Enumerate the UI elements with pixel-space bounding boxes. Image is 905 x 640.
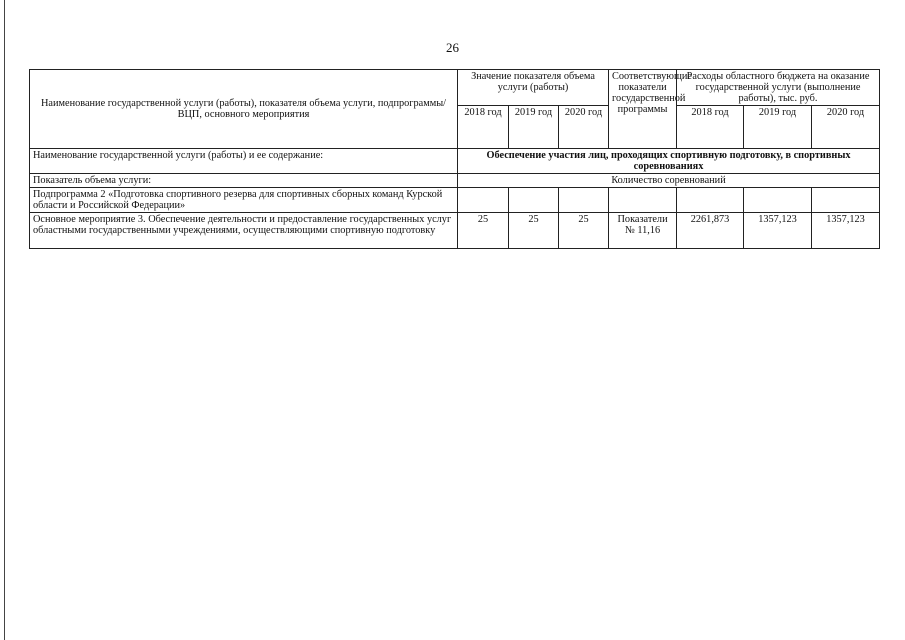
budget-table [29,69,880,249]
header-year-2019: 2019 год [509,106,559,149]
measure-row [30,213,880,249]
measure-expense-2019: 1357,123 [744,213,812,249]
header-year-2018: 2018 год [458,106,509,149]
subprogram-cell-empty [812,188,880,213]
service-row [30,149,880,174]
subprogram-cell-empty [509,188,559,213]
header-exp-year-2018: 2018 год [677,106,744,149]
measure-value-2020: 25 [559,213,609,249]
measure-value-2019: 25 [509,213,559,249]
page-number: 26 [446,40,459,55]
measure-expense-2018: 2261,873 [677,213,744,249]
subprogram-cell-empty [609,188,677,213]
measure-expense-2020: 1357,123 [812,213,880,249]
page-left-border [4,0,5,640]
header-expenses-group: Расходы областного бюджета на оказание государственной услуги (выполнение работы), тыс. руб. [677,70,880,106]
subprogram-cell-empty [559,188,609,213]
header-name-column: Наименование государственной услуги (работы), показателя объема услуги, подпрограммы/ВЦП, основного мероприятия [30,70,458,149]
indicator-row [30,174,880,188]
subprogram-cell-empty [677,188,744,213]
subprogram-row [30,188,880,213]
measure-value-2018: 25 [458,213,509,249]
service-label: Наименование государственной услуги (работы) и ее содержание: [30,149,458,174]
header-year-2020: 2020 год [559,106,609,149]
header-indicator-group: Значение показателя объема услуги (работы) [458,70,609,106]
subprogram-name: Подпрограмма 2 «Подготовка спортивного резерва для спортивных сборных команд Курской области и Российской Федерации» [30,188,458,213]
header-row-top [30,70,880,106]
measure-name: Основное мероприятие 3. Обеспечение деятельности и предоставление государственных услуг областными государственными учреждениями, осуществляющими спортивную подготовку [30,213,458,249]
subprogram-cell-empty [744,188,812,213]
subprogram-cell-empty [458,188,509,213]
measure-indicators: Показатели № 11,16 [609,213,677,249]
indicator-label: Показатель объема услуги: [30,174,458,188]
header-exp-year-2020: 2020 год [812,106,880,149]
header-corresponding-indicators: Соответствующие показатели государственной программы [609,70,677,149]
service-value: Обеспечение участия лиц, проходящих спортивную подготовку, в спортивных соревнованиях [458,149,880,174]
header-exp-year-2019: 2019 год [744,106,812,149]
indicator-value: Количество соревнований [458,174,880,188]
